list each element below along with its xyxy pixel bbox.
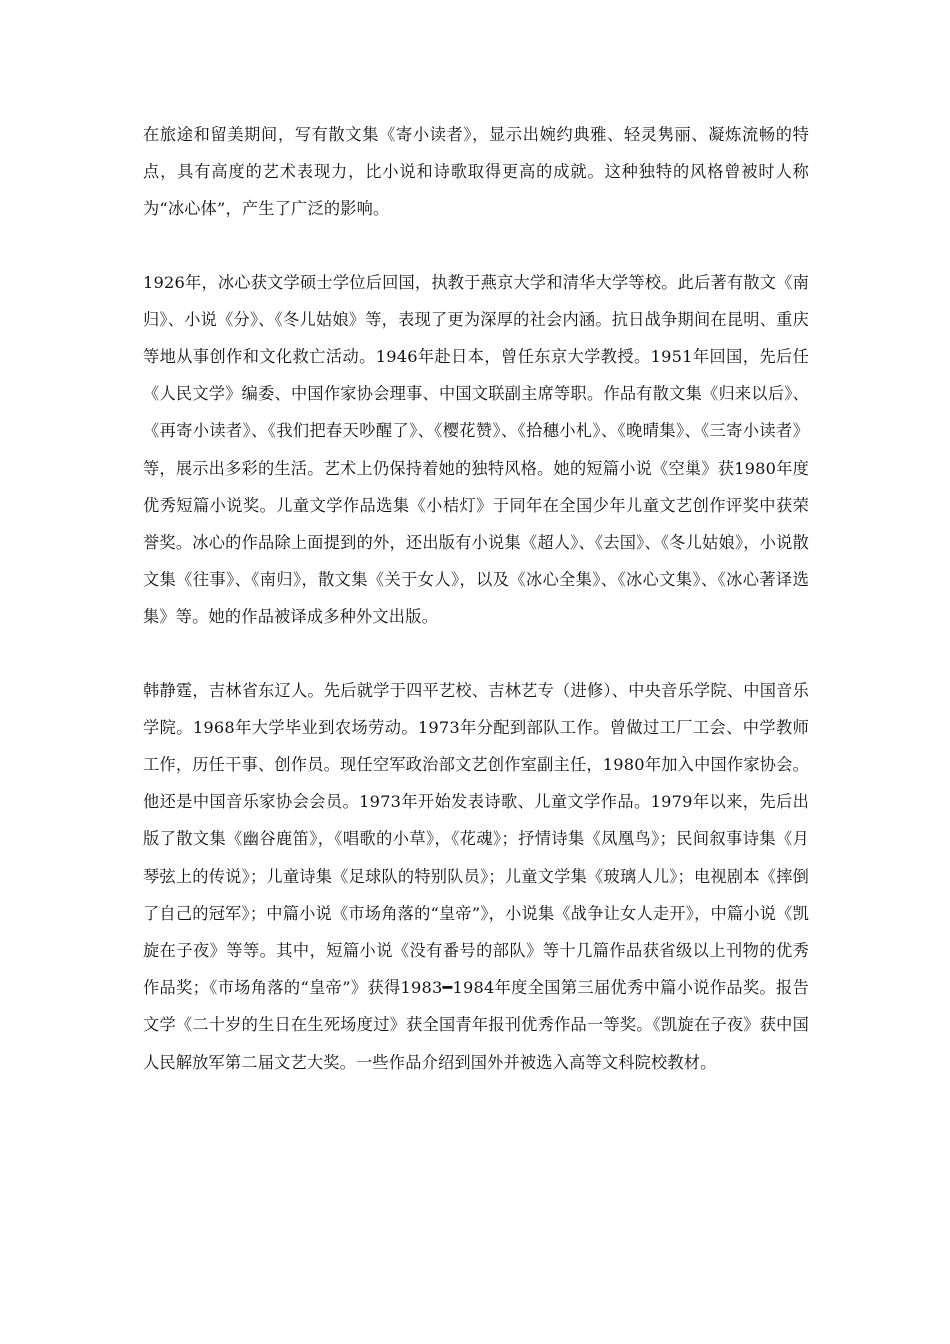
paragraph-bingxin-career: 1926年，冰心获文学硕士学位后回国，执教于燕京大学和清华大学等校。此后著有散文《南归》、小说《分》、《冬儿姑娘》等，表现了更为深厚的社会内涵。抗日战争期间在昆明、重庆等地从事创作和文化救亡活动。1946年赴日本，曾任东京大学教授。1951年回国，先后任《人民文学》编委、中国作家协会理事、中国文联副主席等职。作品有散文集《归来以后》、《再寄小读者》、《我们把春天吵醒了》、《樱花赞》、《拾穗小札》、《晚晴集》、《三寄小读者》等，展示出多彩的生活。艺术上仍保持着她的独特风格。她的短篇小说《空巢》获1980年度优秀短篇小说奖。儿童文学作品选集《小桔灯》于同年在全国少年儿童文艺创作评奖中获荣誉奖。冰心的作品除上面提到的外，还出版有小说集《超人》、《去国》、《冬儿姑娘》，小说散文集《往事》、《南归》，散文集《关于女人》，以及《冰心全集》、《冰心文集》、《冰心著译选集》等。她的作品被译成多种外文出版。 xyxy=(143,272,809,627)
paragraph-bingxin-early-prose: 在旅途和留美期间，写有散文集《寄小读者》，显示出婉约典雅、轻灵隽丽、凝炼流畅的特点，具有高度的艺术表现力，比小说和诗歌取得更高的成就。这种独特的风格曾被时人称为“冰心体”，产生了广泛的影响。 xyxy=(143,125,809,219)
text-body xyxy=(143,116,809,1081)
paragraph-han-jingting-bio: 韩静霆，吉林省东辽人。先后就学于四平艺校、吉林艺专（进修）、中央音乐学院、中国音乐学院。1968年大学毕业到农场劳动。1973年分配到部队工作。曾做过工厂工会、中学教师工作，历任干事、创作员。现任空军政治部文艺创作室副主任，1980年加入中国作家协会。他还是中国音乐家协会会员。1973年开始发表诗歌、儿童文学作品。1979年以来，先后出版了散文集《幽谷鹿笛》，《唱歌的小草》，《花魂》；抒情诗集《凤凰鸟》；民间叙事诗集《月琴弦上的传说》；儿童诗集《足球队的特别队员》；儿童文学集《玻璃人儿》；电视剧本《摔倒了自己的冠军》；中篇小说《市场角落的“皇帝”》，小说集《战争让女人走开》，中篇小说《凯旋在子夜》等等。其中，短篇小说《没有番号的部队》等十几篇作品获省级以上刊物的优秀作品奖；《市场角落的“皇帝”》获得1983━1984年度全国第三届优秀中篇小说作品奖。报告文学《二十岁的生日在生死场度过》获全国青年报刊优秀作品一等奖。《凯旋在子夜》获中国人民解放军第二届文艺大奖。一些作品介绍到国外并被选入高等文科院校教材。 xyxy=(143,680,809,1072)
